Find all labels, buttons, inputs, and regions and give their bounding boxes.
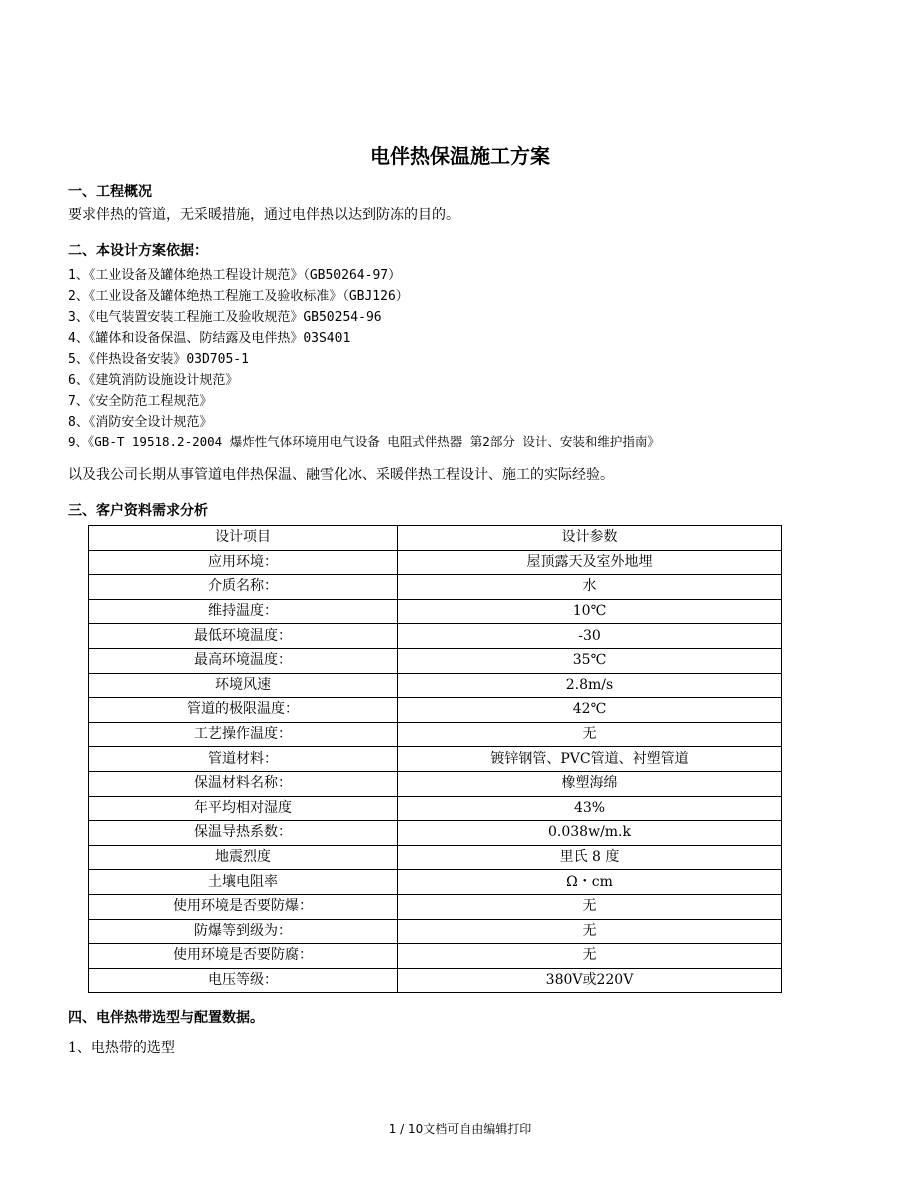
reference-item: 2、《工业设备及罐体绝热工程施工及验收标准》（GBJ126） bbox=[68, 289, 409, 304]
section1-heading: 一、工程概况 bbox=[68, 184, 152, 200]
reference-item: 4、《罐体和设备保温、防结露及电伴热》03S401 bbox=[68, 331, 351, 346]
table-row bbox=[89, 796, 782, 821]
table-row bbox=[89, 648, 782, 673]
reference-item: 5、《伴热设备安装》03D705-1 bbox=[68, 352, 249, 367]
section3-heading: 三、客户资料需求分析 bbox=[68, 503, 208, 519]
value-cell: 35℃ bbox=[398, 648, 782, 673]
requirements-table bbox=[88, 525, 782, 993]
item-cell: 最低环境温度： bbox=[89, 624, 398, 649]
item-cell: 环境风速 bbox=[89, 673, 398, 698]
table-header-row bbox=[89, 526, 782, 551]
item-cell: 使用环境是否要防爆： bbox=[89, 894, 398, 919]
table-row bbox=[89, 944, 782, 969]
value-cell: 无 bbox=[398, 894, 782, 919]
page-footer: 1 / 10文档可自由编辑打印 bbox=[388, 1122, 532, 1136]
table-row bbox=[89, 624, 782, 649]
item-cell: 保温材料名称： bbox=[89, 771, 398, 796]
table-row bbox=[89, 698, 782, 723]
table-row bbox=[89, 968, 782, 993]
value-cell: -30 bbox=[398, 624, 782, 649]
value-cell: 0.038w/m.k bbox=[398, 821, 782, 846]
header-cell: 设计项目 bbox=[89, 526, 398, 551]
value-cell: 无 bbox=[398, 919, 782, 944]
item-cell: 使用环境是否要防腐： bbox=[89, 944, 398, 969]
value-cell: 橡塑海绵 bbox=[398, 771, 782, 796]
value-cell: 380V或220V bbox=[398, 968, 782, 993]
table-row bbox=[89, 550, 782, 575]
value-cell: 无 bbox=[398, 722, 782, 747]
section4-sub: 1、电热带的选型 bbox=[68, 1040, 175, 1056]
table-row bbox=[89, 845, 782, 870]
value-cell: 2.8m/s bbox=[398, 673, 782, 698]
value-cell: 43% bbox=[398, 796, 782, 821]
item-cell: 保温导热系数： bbox=[89, 821, 398, 846]
value-cell: 无 bbox=[398, 944, 782, 969]
table-row bbox=[89, 894, 782, 919]
section4-heading: 四、电伴热带选型与配置数据。 bbox=[68, 1010, 264, 1026]
reference-item: 3、《电气装置安装工程施工及验收规范》GB50254-96 bbox=[68, 310, 382, 325]
table-row bbox=[89, 771, 782, 796]
table-row bbox=[89, 821, 782, 846]
table-row bbox=[89, 870, 782, 895]
value-cell: 屋顶露天及室外地埋 bbox=[398, 550, 782, 575]
reference-item: 7、《安全防范工程规范》 bbox=[68, 394, 213, 409]
item-cell: 年平均相对湿度 bbox=[89, 796, 398, 821]
section1-text: 要求伴热的管道，无采暖措施，通过电伴热以达到防冻的目的。 bbox=[68, 207, 460, 223]
value-cell: 水 bbox=[398, 575, 782, 600]
reference-item: 9、《GB-T 19518.2-2004 爆炸性气体环境用电气设备 电阻式伴热器 第2部分 设计、安装和维护指南》 bbox=[68, 434, 660, 449]
section2-heading: 二、本设计方案依据： bbox=[68, 243, 208, 259]
page-title: 电伴热保温施工方案 bbox=[370, 144, 550, 168]
item-cell: 电压等级： bbox=[89, 968, 398, 993]
table-row bbox=[89, 919, 782, 944]
item-cell: 管道材料： bbox=[89, 747, 398, 772]
value-cell: Ω・cm bbox=[398, 870, 782, 895]
item-cell: 维持温度： bbox=[89, 599, 398, 624]
value-cell: 里氏 8 度 bbox=[398, 845, 782, 870]
item-cell: 土壤电阻率 bbox=[89, 870, 398, 895]
table-row bbox=[89, 673, 782, 698]
table-row bbox=[89, 722, 782, 747]
item-cell: 工艺操作温度： bbox=[89, 722, 398, 747]
reference-item: 1、《工业设备及罐体绝热工程设计规范》（GB50264-97） bbox=[68, 268, 402, 283]
item-cell: 应用环境： bbox=[89, 550, 398, 575]
value-cell: 42℃ bbox=[398, 698, 782, 723]
item-cell: 最高环境温度： bbox=[89, 648, 398, 673]
header-cell: 设计参数 bbox=[398, 526, 782, 551]
item-cell: 介质名称： bbox=[89, 575, 398, 600]
item-cell: 防爆等到级为： bbox=[89, 919, 398, 944]
table-row bbox=[89, 747, 782, 772]
table-row bbox=[89, 575, 782, 600]
item-cell: 地震烈度 bbox=[89, 845, 398, 870]
table-row bbox=[89, 599, 782, 624]
value-cell: 镀锌钢管、PVC管道、衬塑管道 bbox=[398, 747, 782, 772]
reference-item: 6、《建筑消防设施设计规范》 bbox=[68, 373, 239, 388]
reference-item: 8、《消防安全设计规范》 bbox=[68, 415, 213, 430]
section2-closing: 以及我公司长期从事管道电伴热保温、融雪化冰、采暖伴热工程设计、施工的实际经验。 bbox=[68, 467, 614, 483]
value-cell: 10℃ bbox=[398, 599, 782, 624]
item-cell: 管道的极限温度： bbox=[89, 698, 398, 723]
